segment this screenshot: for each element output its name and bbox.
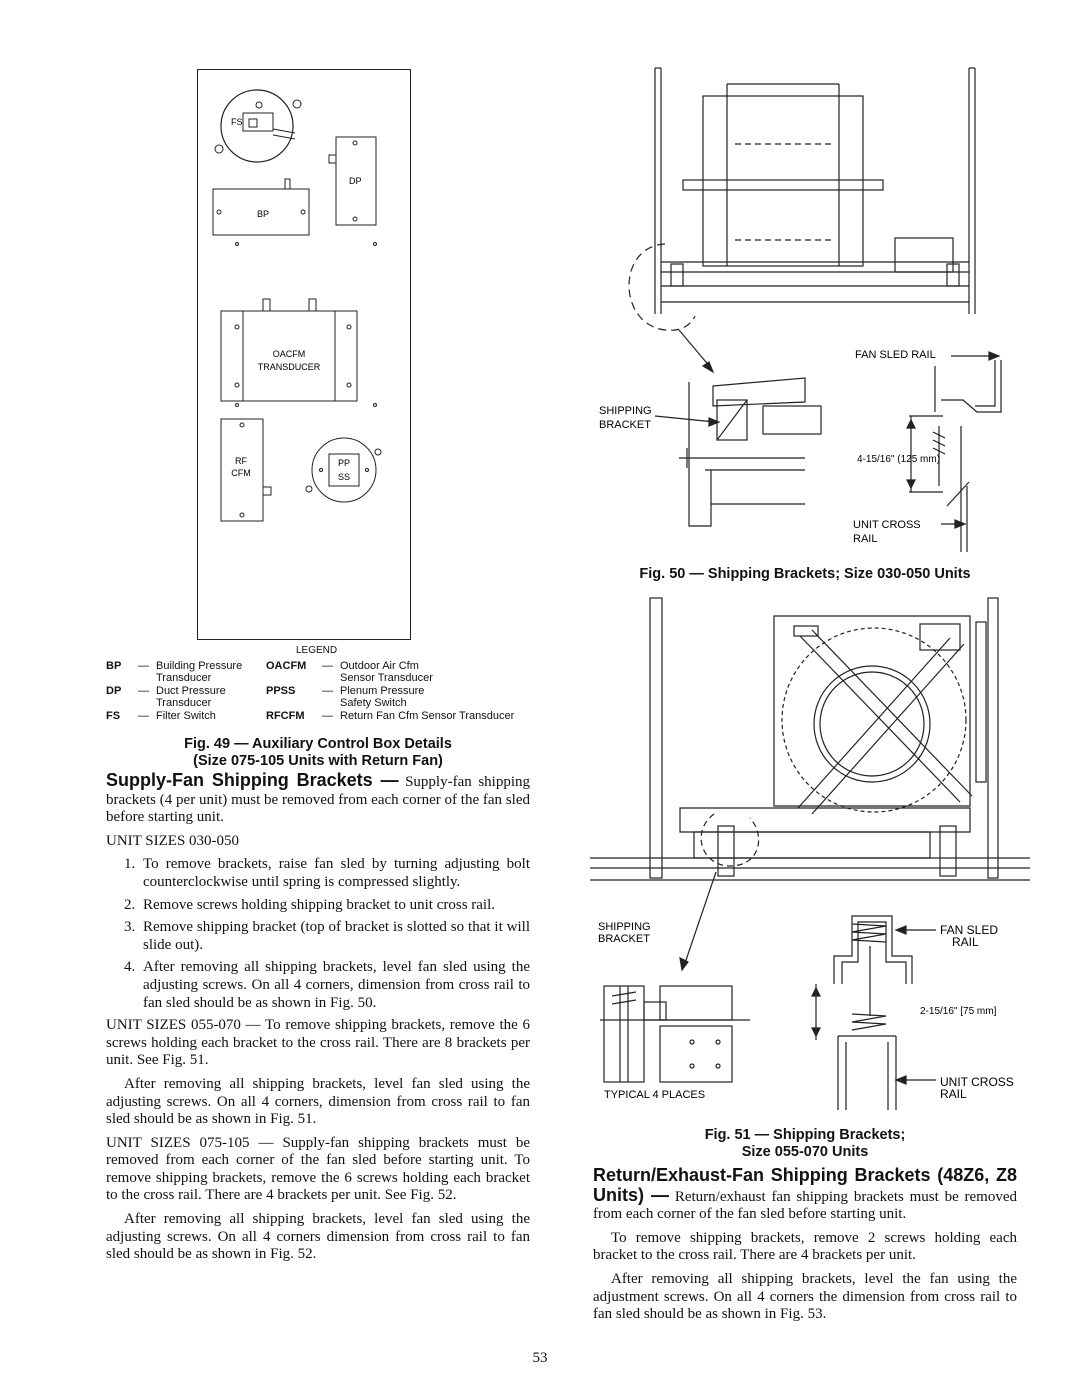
legend-row xyxy=(106,660,516,685)
legend-abbr: DP xyxy=(106,684,122,697)
legend-dash: — xyxy=(138,660,149,672)
rail-label: RAIL xyxy=(952,935,979,949)
legend-abbr: OACFM xyxy=(266,660,307,672)
fan-sled-label: FAN SLED xyxy=(940,923,999,937)
fig51-caption-line2: Size 055-070 Units xyxy=(741,1144,869,1160)
legend-title: LEGEND xyxy=(296,645,338,656)
legend-row xyxy=(106,685,516,710)
legend-desc: Building Pressure Transducer xyxy=(156,660,243,685)
unit-sizes-055-070: UNIT SIZES 055-070 — To remove shipping brackets, remove the 6 screws holding each bracket to the cross rail. There are 8 brackets per unit. See Fig. 51. xyxy=(106,1017,530,1069)
right-column-text xyxy=(593,1167,1017,1324)
legend-dash: — xyxy=(322,660,333,672)
rf-label: RF xyxy=(235,456,247,466)
legend-desc: Return Fan Cfm Sensor Transducer xyxy=(340,709,515,722)
bp-label: BP xyxy=(257,209,270,219)
legend-abbr: RFCFM xyxy=(266,709,305,722)
shipping-label: SHIPPING xyxy=(599,405,652,417)
oacfm-transducer-label: TRANSDUCER xyxy=(257,362,321,372)
bracket-label: BRACKET xyxy=(599,419,651,431)
fig49-caption-line2: (Size 075-105 Units with Return Fan) xyxy=(193,753,443,769)
step-item: 3. Remove shipping bracket (top of bracket is slotted so that it will slide out). xyxy=(124,919,530,953)
bracket-label: BRACKET xyxy=(598,933,650,945)
unit-cross-label: UNIT CROSS xyxy=(940,1075,1014,1089)
step-item: 2. Remove screws holding shipping bracket to unit cross rail. xyxy=(124,896,496,913)
rail-label: RAIL xyxy=(853,533,878,545)
fan-sled-rail-label: FAN SLED RAIL xyxy=(855,349,936,361)
legend-abbr: BP xyxy=(106,660,122,672)
unit-cross-label: UNIT CROSS xyxy=(853,519,921,531)
fig51-shipping-bracket-diagram xyxy=(590,596,1030,1111)
page-number: 53 xyxy=(532,1350,548,1366)
legend-desc: Duct Pressure Transducer xyxy=(156,684,226,710)
legend-dash: — xyxy=(322,709,333,722)
legend-desc: Filter Switch xyxy=(156,709,216,722)
legend-dash: — xyxy=(138,709,149,722)
legend-row xyxy=(106,710,516,722)
legend-dash: — xyxy=(322,684,333,697)
level-fan-sled-052: After removing all shipping brackets, level fan sled using the adjusting screws. On all 4 corners dimension from cross rail to fan sled should be as shown in Fig. 52. xyxy=(106,1211,530,1263)
supply-fan-intro: Supply-Fan Shipping Brackets — Supply-fan shipping brackets (4 per unit) must be removed from each corner of the fan sled before starting unit. xyxy=(106,770,530,826)
legend-desc: Outdoor Air Cfm Sensor Transducer xyxy=(340,660,433,685)
ss-label: SS xyxy=(337,472,351,482)
legend-desc: Plenum Pressure Safety Switch xyxy=(340,684,425,710)
return-fan-heading: Return/Exhaust-Fan Shipping Brackets (48Z6, Z8 Units) — xyxy=(593,1165,1017,1205)
fig50-caption: Fig. 50 — Shipping Brackets; Size 030-050 Units xyxy=(639,566,971,582)
unit-sizes-030-050: UNIT SIZES 030-050 xyxy=(106,832,240,849)
fig49-control-box-diagram xyxy=(197,69,411,640)
return-fan-intro: Return/Exhaust-Fan Shipping Brackets (48Z6, Z8 Units) — Return/exhaust fan shipping brackets must be removed from each corner of the fan sled before starting unit. xyxy=(593,1165,1018,1223)
dp-label: DP xyxy=(349,176,362,186)
fig51-caption-line1: Fig. 51 — Shipping Brackets; xyxy=(704,1127,906,1143)
fig50-shipping-bracket-diagram xyxy=(595,66,1035,558)
fig49-caption xyxy=(106,736,530,770)
fs-label: FS xyxy=(231,117,243,127)
level-fan-sled-051: After removing all shipping brackets, level fan sled using the adjusting screws. On all 4 corners, dimension from cross rail to fan sled should be as shown in Fig. 51. xyxy=(106,1075,530,1128)
fig51-caption xyxy=(595,1127,1015,1161)
legend-dash: — xyxy=(138,684,149,697)
return-fan-para-3: After removing all shipping brackets, level the fan using the adjustment screws. On all 4 corners the dimension from cross rail to fan sled should be as shown in Fig. 53. xyxy=(593,1270,1017,1323)
step-item: 4. After removing all shipping brackets, level fan sled using the adjusting screws. On all 4 corners, dimension from cross rail to fan sled should be as shown in Fig. 50. xyxy=(124,959,530,1011)
supply-fan-heading: Supply-Fan Shipping Brackets — xyxy=(106,770,399,790)
typical-label: TYPICAL 4 PLACES xyxy=(604,1089,706,1101)
dimension-label: 2-15/16" [75 mm] xyxy=(920,1006,997,1017)
fig49-caption-line1: Fig. 49 — Auxiliary Control Box Details xyxy=(184,736,452,752)
left-column-text xyxy=(106,772,530,1264)
rail-label: RAIL xyxy=(940,1087,967,1101)
legend-abbr: FS xyxy=(106,709,121,722)
oacfm-label: OACFM xyxy=(272,349,306,359)
legend-table xyxy=(106,660,516,722)
cfm-label: CFM xyxy=(231,468,251,478)
dimension-label: 4-15/16" (125 mm) xyxy=(857,454,941,465)
legend-abbr: PPSS xyxy=(266,684,296,697)
pp-label: PP xyxy=(337,458,351,468)
removal-steps xyxy=(106,856,530,1012)
shipping-label: SHIPPING xyxy=(598,921,651,933)
step-item: 1. To remove brackets, raise fan sled by turning adjusting bolt counterclockwise until spring is compressed slightly. xyxy=(124,856,530,890)
return-fan-para-2: To remove shipping brackets, remove 2 screws holding each bracket to the cross rail. There are 4 brackets per unit. xyxy=(593,1229,1017,1264)
unit-sizes-075-105: UNIT SIZES 075-105 — Supply-fan shipping brackets must be removed from each corner of the fan sled before starting unit. To remove shipping brackets, remove the 6 screws holding each bracket to the cross rail. There are 4 brackets per unit. See Fig. 52. xyxy=(106,1134,530,1204)
